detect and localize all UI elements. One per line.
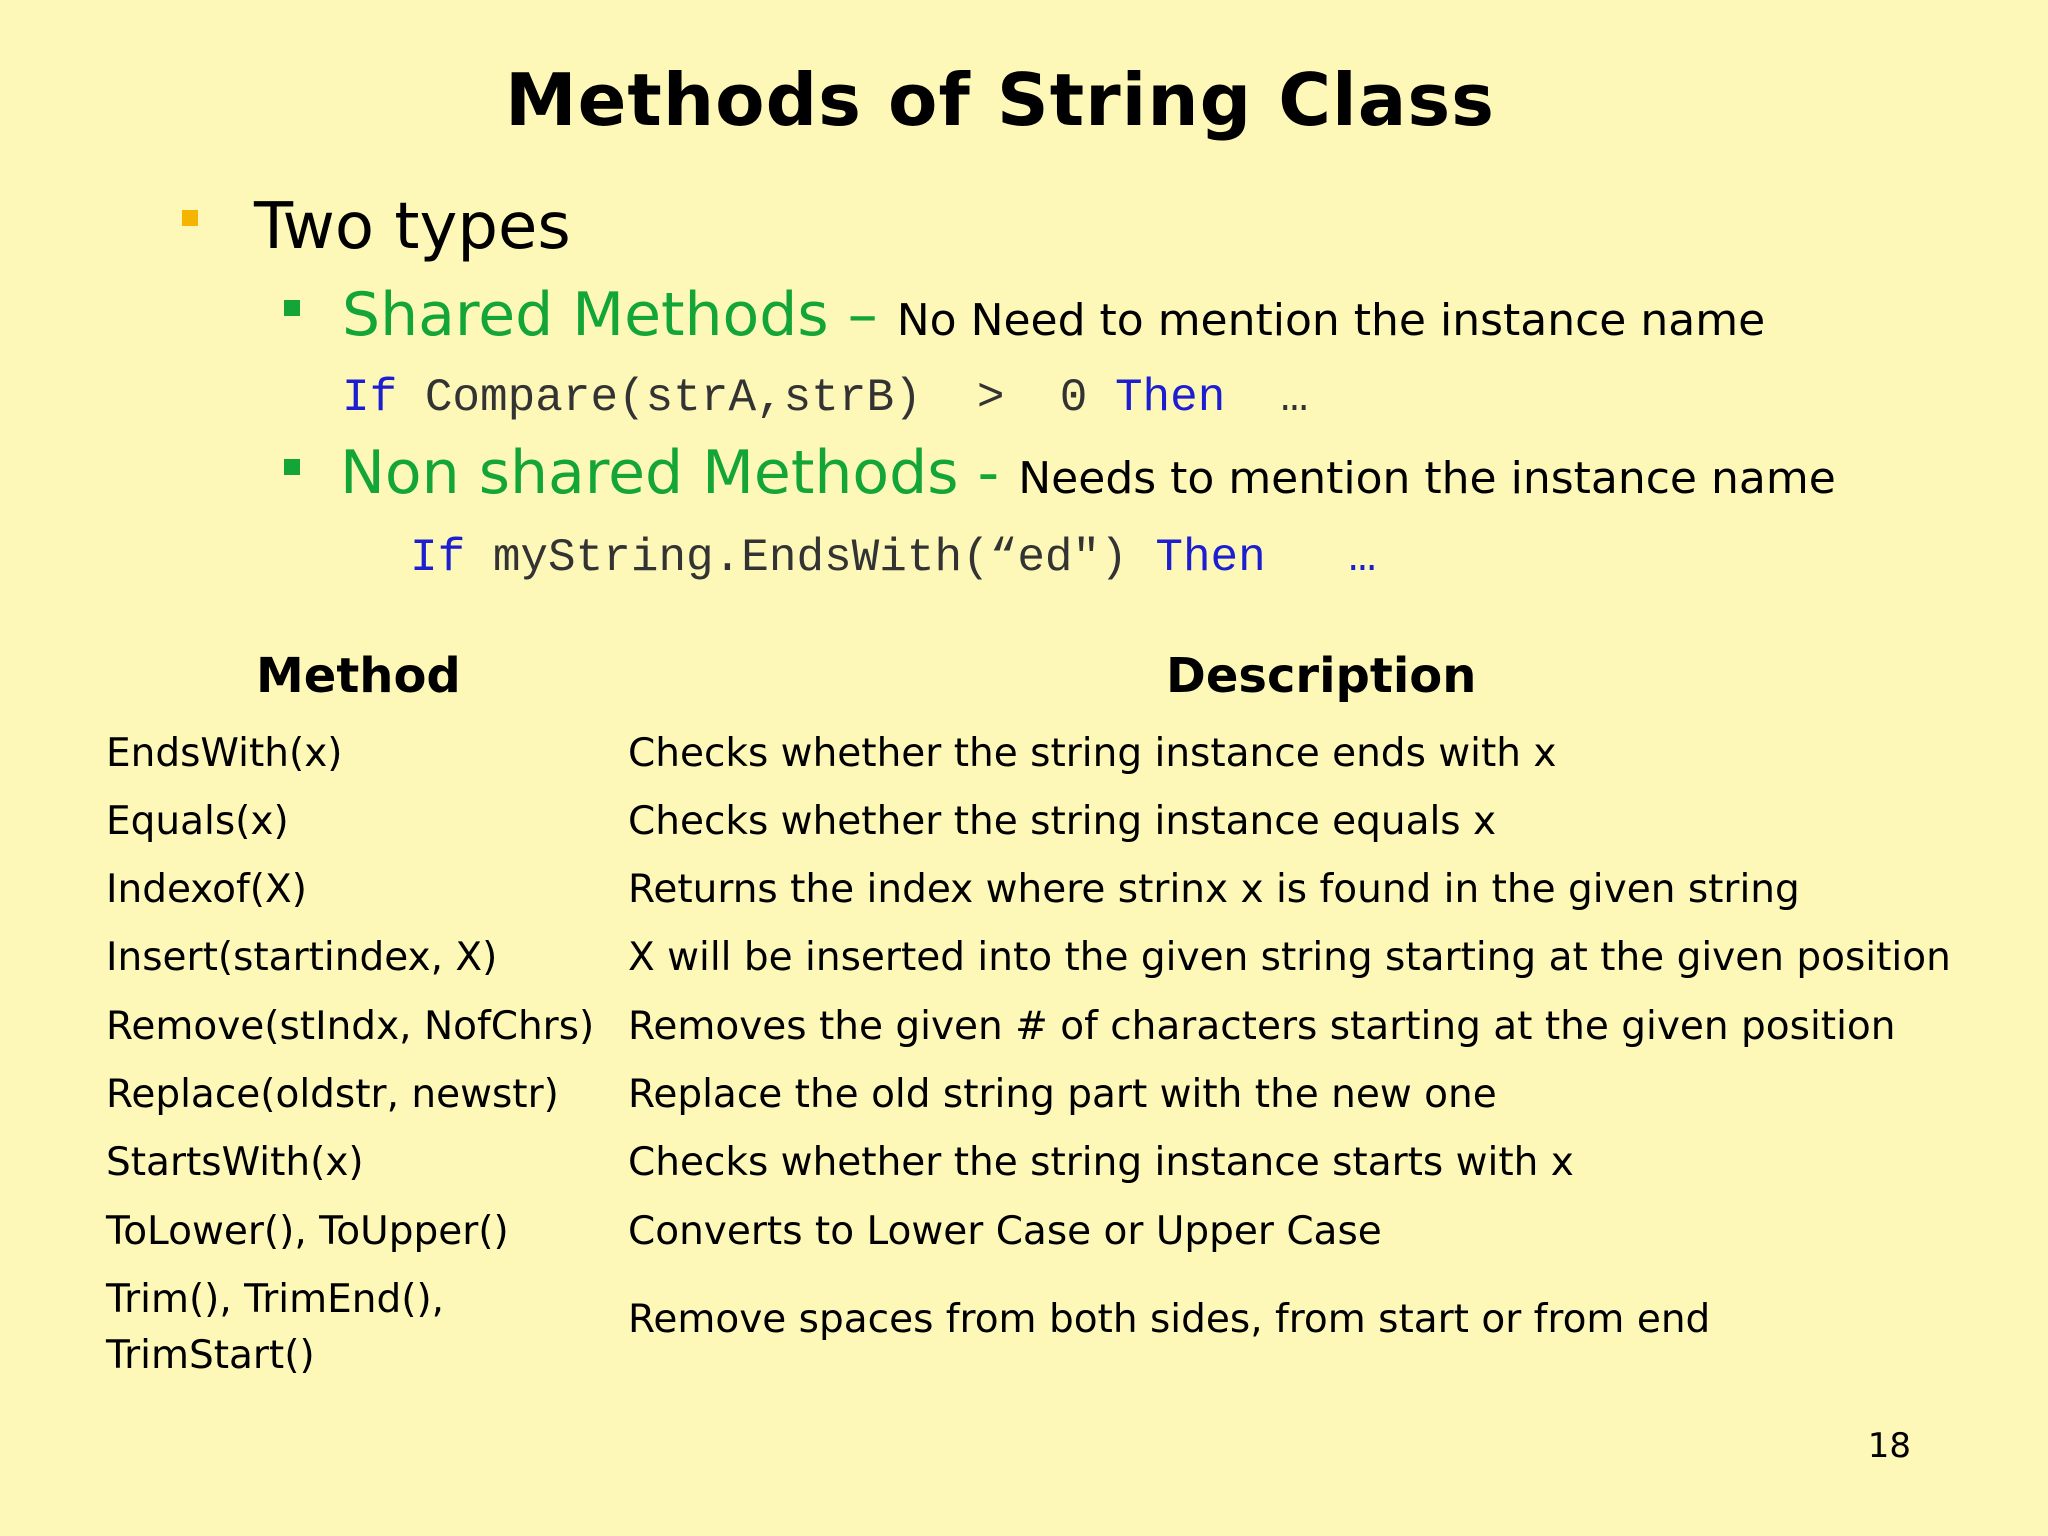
- bullet-two-types: Two types: [254, 190, 571, 264]
- table-cell-method: EndsWith(x): [106, 731, 343, 776]
- if-keyword: If: [410, 532, 466, 584]
- code-ellipsis: …: [1280, 372, 1309, 424]
- table-cell-method: Indexof(X): [106, 867, 307, 912]
- code-body: Compare(strA,strB) > 0: [424, 372, 1088, 424]
- table-cell-method: StartsWith(x): [106, 1140, 364, 1185]
- if-keyword: If: [342, 372, 398, 424]
- table-cell-method: Replace(oldstr, newstr): [106, 1072, 559, 1117]
- table-cell-method: TrimStart(): [106, 1333, 315, 1378]
- bullet-non-shared-methods: [340, 438, 1836, 508]
- slide-title: Methods of String Class: [504, 58, 1496, 142]
- table-cell-description: Returns the index where strinx x is found in the given string: [628, 867, 1800, 912]
- green-bullet-icon: [284, 459, 300, 475]
- table-cell-description: X will be inserted into the given string starting at the given position: [628, 935, 1951, 980]
- non-shared-methods-heading: Non shared Methods -: [340, 438, 1000, 508]
- code-ellipsis: …: [1348, 532, 1377, 584]
- code-body: myString.EndsWith(“ed"): [492, 532, 1128, 584]
- shared-code-example: [342, 372, 1308, 424]
- shared-methods-heading: Shared Methods –: [342, 280, 878, 350]
- shared-methods-desc: No Need to mention the instance name: [896, 295, 1766, 346]
- table-cell-description: Removes the given # of characters starting at the given position: [628, 1004, 1896, 1049]
- table-cell-method: Trim(), TrimEnd(),: [106, 1277, 445, 1322]
- then-keyword: Then: [1155, 532, 1266, 584]
- then-keyword: Then: [1114, 372, 1226, 424]
- table-header-method: Method: [256, 648, 461, 704]
- table-cell-method: Remove(stIndx, NofChrs): [106, 1004, 595, 1049]
- green-bullet-icon: [284, 300, 300, 316]
- table-cell-description: Remove spaces from both sides, from start or from end: [628, 1297, 1711, 1342]
- non-shared-methods-desc: Needs to mention the instance name: [1018, 453, 1836, 504]
- table-cell-method: ToLower(), ToUpper(): [106, 1209, 509, 1254]
- table-cell-description: Replace the old string part with the new one: [628, 1072, 1497, 1117]
- orange-bullet-icon: [182, 210, 198, 226]
- non-shared-code-example: [410, 532, 1376, 584]
- table-cell-description: Checks whether the string instance ends with x: [628, 731, 1557, 776]
- table-header-description: Description: [1166, 648, 1477, 704]
- table-cell-description: Checks whether the string instance equals x: [628, 799, 1497, 844]
- page-number: 18: [1867, 1426, 1911, 1466]
- table-cell-method: Equals(x): [106, 799, 289, 844]
- bullet-shared-methods: [342, 280, 1765, 350]
- table-cell-description: Converts to Lower Case or Upper Case: [628, 1209, 1382, 1254]
- table-cell-method: Insert(startindex, X): [106, 935, 498, 980]
- table-cell-description: Checks whether the string instance starts with x: [628, 1140, 1574, 1185]
